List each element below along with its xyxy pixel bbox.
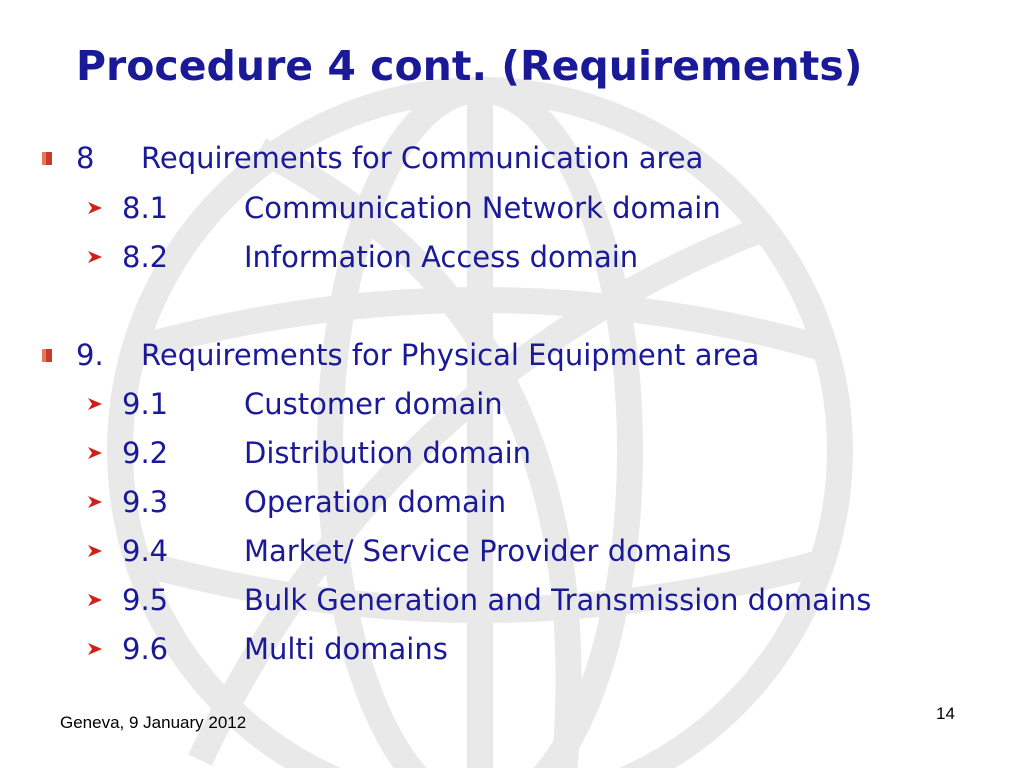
subitem-number: 9.1 bbox=[122, 387, 169, 421]
list-item-9-6 bbox=[88, 629, 448, 669]
item-text: Requirements for Physical Equipment area bbox=[141, 338, 760, 372]
arrow-bullet-icon bbox=[88, 201, 102, 215]
subitem-text: Customer domain bbox=[244, 387, 503, 421]
arrow-bullet-icon bbox=[88, 495, 102, 509]
subitem-text: Multi domains bbox=[244, 632, 448, 666]
slide-title: Procedure 4 cont. (Requirements) bbox=[76, 42, 863, 90]
list-item-8 bbox=[42, 138, 703, 178]
subitem-number: 9.5 bbox=[122, 583, 169, 617]
list-item-8-2 bbox=[88, 237, 638, 277]
arrow-bullet-icon bbox=[88, 593, 102, 607]
page-number: 14 bbox=[936, 704, 955, 723]
list-item-9-1 bbox=[88, 384, 503, 424]
square-bullet-icon bbox=[42, 349, 52, 362]
subitem-number: 9.3 bbox=[122, 485, 169, 519]
item-number: 8 bbox=[76, 141, 95, 175]
list-item-8-1 bbox=[88, 188, 721, 228]
subitem-number: 9.4 bbox=[122, 534, 169, 568]
square-bullet-icon bbox=[42, 152, 52, 165]
arrow-bullet-icon bbox=[88, 250, 102, 264]
list-item-9-3 bbox=[88, 482, 506, 522]
subitem-number: 9.6 bbox=[122, 632, 169, 666]
subitem-text: Information Access domain bbox=[244, 240, 639, 274]
item-number: 9. bbox=[76, 338, 104, 372]
item-text: Requirements for Communication area bbox=[141, 141, 704, 175]
subitem-text: Distribution domain bbox=[244, 436, 532, 470]
subitem-text: Communication Network domain bbox=[244, 191, 721, 225]
list-item-9-5 bbox=[88, 580, 871, 620]
subitem-text: Operation domain bbox=[244, 485, 507, 519]
subitem-text: Market/ Service Provider domains bbox=[244, 534, 732, 568]
footer-date: Geneva, 9 January 2012 bbox=[60, 713, 247, 732]
list-item-9-4 bbox=[88, 531, 731, 571]
arrow-bullet-icon bbox=[88, 544, 102, 558]
arrow-bullet-icon bbox=[88, 397, 102, 411]
arrow-bullet-icon bbox=[88, 642, 102, 656]
subitem-number: 8.2 bbox=[122, 240, 169, 274]
subitem-number: 8.1 bbox=[122, 191, 169, 225]
list-item-9 bbox=[42, 335, 759, 375]
subitem-text: Bulk Generation and Transmission domains bbox=[244, 583, 872, 617]
arrow-bullet-icon bbox=[88, 446, 102, 460]
subitem-number: 9.2 bbox=[122, 436, 169, 470]
list-item-9-2 bbox=[88, 433, 531, 473]
